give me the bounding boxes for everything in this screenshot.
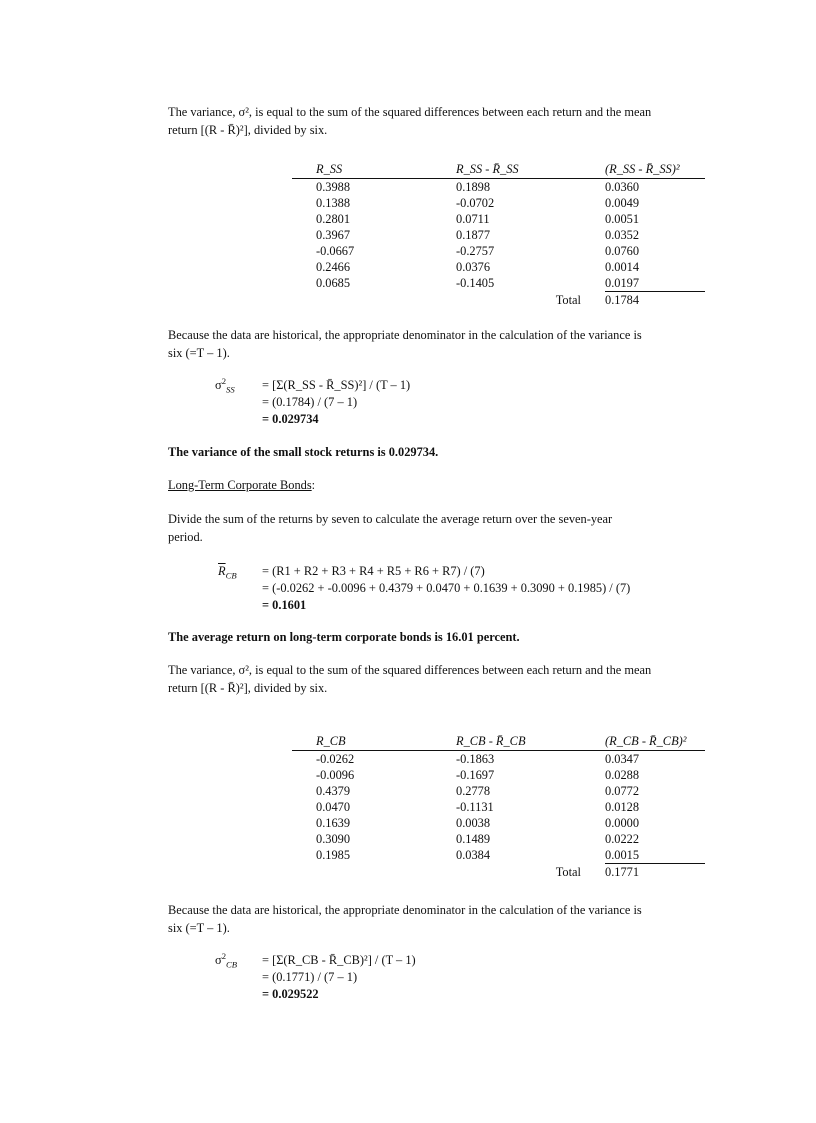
- table-cell: 0.0049: [605, 196, 640, 210]
- table-row: [292, 751, 705, 768]
- table-row: [292, 211, 705, 227]
- calc-cb-line2: = (0.1771) / (7 – 1): [262, 970, 358, 984]
- cb-returns-table: [292, 732, 705, 880]
- table-row: [292, 179, 705, 196]
- table-cell: 0.1639: [316, 816, 351, 830]
- denominator-ss-line1: Because the data are historical, the appropriate denominator in the calculation of the variance is: [168, 328, 642, 342]
- table-cell: 0.0038: [456, 816, 491, 830]
- avg-cb-line1: = (R1 + R2 + R3 + R4 + R5 + R6 + R7) / (7): [262, 564, 485, 578]
- variance-intro-ss-line2: return [(R - R̄)²], divided by six.: [168, 123, 328, 137]
- table-row: [292, 767, 705, 783]
- total-label: Total: [555, 292, 581, 307]
- table-cell: -0.1405: [456, 276, 495, 291]
- table-cell: 0.0352: [605, 228, 640, 242]
- sigma-ss-symbol: $\sigma^2_{SS}$: [215, 375, 235, 395]
- avg-cb-result: = 0.1601: [262, 598, 307, 612]
- total-value: 0.1771: [605, 864, 705, 881]
- table-cell: 0.0376: [456, 260, 491, 274]
- table-header: R_SS: [292, 160, 456, 179]
- table-cell: 0.0347: [605, 752, 640, 766]
- divide-note: [168, 510, 698, 546]
- denominator-ss-line2: six (=T – 1).: [168, 346, 230, 360]
- rbar-cb-symbol: $\overline{R}_{CB}$: [218, 564, 237, 581]
- table-cell: -0.2757: [456, 244, 495, 258]
- table-cell: 0.1489: [456, 832, 491, 846]
- table-cell: -0.0262: [316, 752, 355, 766]
- table-row: [292, 831, 705, 847]
- table-cell: 0.0711: [456, 212, 490, 226]
- denominator-cb-line1: Because the data are historical, the appropriate denominator in the calculation of the variance is: [168, 903, 642, 917]
- table-header: R_CB - R̄_CB: [456, 732, 605, 751]
- table-row: [292, 847, 705, 864]
- table-cell: -0.1131: [456, 800, 494, 814]
- table-cell: 0.1877: [456, 228, 491, 242]
- table-cell: 0.0288: [605, 768, 640, 782]
- table-cell: 0.0197: [605, 276, 640, 290]
- calc-ss-line2: = (0.1784) / (7 – 1): [262, 395, 358, 409]
- table-cell: 0.3090: [316, 832, 351, 846]
- table-cell: -0.0702: [456, 196, 495, 210]
- total-value: 0.1784: [605, 292, 705, 309]
- table-cell: -0.1863: [456, 752, 495, 766]
- ss-returns-table: [292, 160, 705, 308]
- variance-intro-cb: [168, 661, 698, 697]
- table-header: R_SS - R̄_SS: [456, 160, 605, 179]
- divide-line2: period.: [168, 530, 203, 544]
- table-cell: 0.0760: [605, 244, 640, 258]
- table-header: R_CB: [292, 732, 456, 751]
- table-cell-empty: [292, 864, 456, 881]
- table-total-row: [292, 864, 705, 881]
- variance-intro-ss: [168, 103, 698, 139]
- calc-ss-result: = 0.029734: [262, 412, 319, 426]
- table-cell: 0.2466: [316, 260, 351, 274]
- calc-cb-line1: = [Σ(R_CB - R̄_CB)²] / (T – 1): [262, 953, 416, 967]
- ltcb-heading-text: Long-Term Corporate Bonds: [168, 478, 312, 492]
- table-row: [292, 799, 705, 815]
- variance-intro-cb-line1: The variance, σ², is equal to the sum of the squared differences between each return and the mean: [168, 663, 652, 677]
- table-cell: 0.0000: [605, 816, 640, 830]
- table-row: [292, 195, 705, 211]
- variance-intro-cb-line2: return [(R - R̄)²], divided by six.: [168, 681, 328, 695]
- denominator-cb-line2: six (=T – 1).: [168, 921, 230, 935]
- sigma-cb-symbol: $\sigma^2_{CB}$: [215, 950, 238, 970]
- table-cell: -0.0667: [316, 244, 355, 258]
- total-label: Total: [555, 864, 581, 879]
- table-row: [292, 783, 705, 799]
- table-cell: 0.0360: [605, 180, 640, 194]
- table-cell: 0.0685: [316, 276, 351, 291]
- denominator-note-cb: [168, 901, 698, 937]
- variance-intro-ss-line1: The variance, σ², is equal to the sum of the squared differences between each return and the mean: [168, 105, 652, 119]
- table-header: (R_CB - R̄_CB)²: [605, 732, 705, 751]
- ltcb-heading: Long-Term Corporate Bonds:: [168, 478, 316, 492]
- table-cell: 0.3967: [316, 228, 351, 242]
- cb-average-conclusion: The average return on long-term corporate bonds is 16.01 percent.: [168, 630, 520, 644]
- denominator-note-ss: [168, 326, 698, 362]
- table-row: [292, 259, 705, 275]
- avg-cb-line2: = (-0.0262 + -0.0096 + 0.4379 + 0.0470 + 0.1639 + 0.3090 + 0.1985) / (7): [262, 581, 631, 595]
- table-cell: -0.1697: [456, 768, 495, 782]
- table-cell: 0.0051: [605, 212, 640, 226]
- table-cell: 0.0014: [605, 260, 640, 274]
- table-total-row: [292, 292, 705, 309]
- table-cell: 0.0128: [605, 800, 640, 814]
- calc-cb-result: = 0.029522: [262, 987, 319, 1001]
- ss-variance-conclusion: The variance of the small stock returns is 0.029734.: [168, 445, 439, 459]
- table-cell: 0.0222: [605, 832, 640, 846]
- divide-line1: Divide the sum of the returns by seven to calculate the average return over the seven-year: [168, 512, 613, 526]
- table-row: [292, 815, 705, 831]
- table-cell: 0.2801: [316, 212, 351, 226]
- table-cell: 0.0384: [456, 848, 491, 863]
- table-cell: 0.4379: [316, 784, 351, 798]
- table-cell: 0.2778: [456, 784, 491, 798]
- table-header: (R_SS - R̄_SS)²: [605, 160, 705, 179]
- table-row: [292, 243, 705, 259]
- table-cell: 0.1388: [316, 196, 351, 210]
- table-row: [292, 275, 705, 292]
- table-cell: 0.3988: [316, 180, 351, 194]
- table-cell: -0.0096: [316, 768, 355, 782]
- table-cell: 0.1985: [316, 848, 351, 863]
- table-cell: 0.0470: [316, 800, 351, 814]
- table-cell-empty: [292, 292, 456, 309]
- table-row: [292, 227, 705, 243]
- table-cell: 0.0015: [605, 848, 640, 862]
- calc-ss-line1: = [Σ(R_SS - R̄_SS)²] / (T – 1): [262, 378, 411, 392]
- table-cell: 0.0772: [605, 784, 640, 798]
- table-cell: 0.1898: [456, 180, 491, 194]
